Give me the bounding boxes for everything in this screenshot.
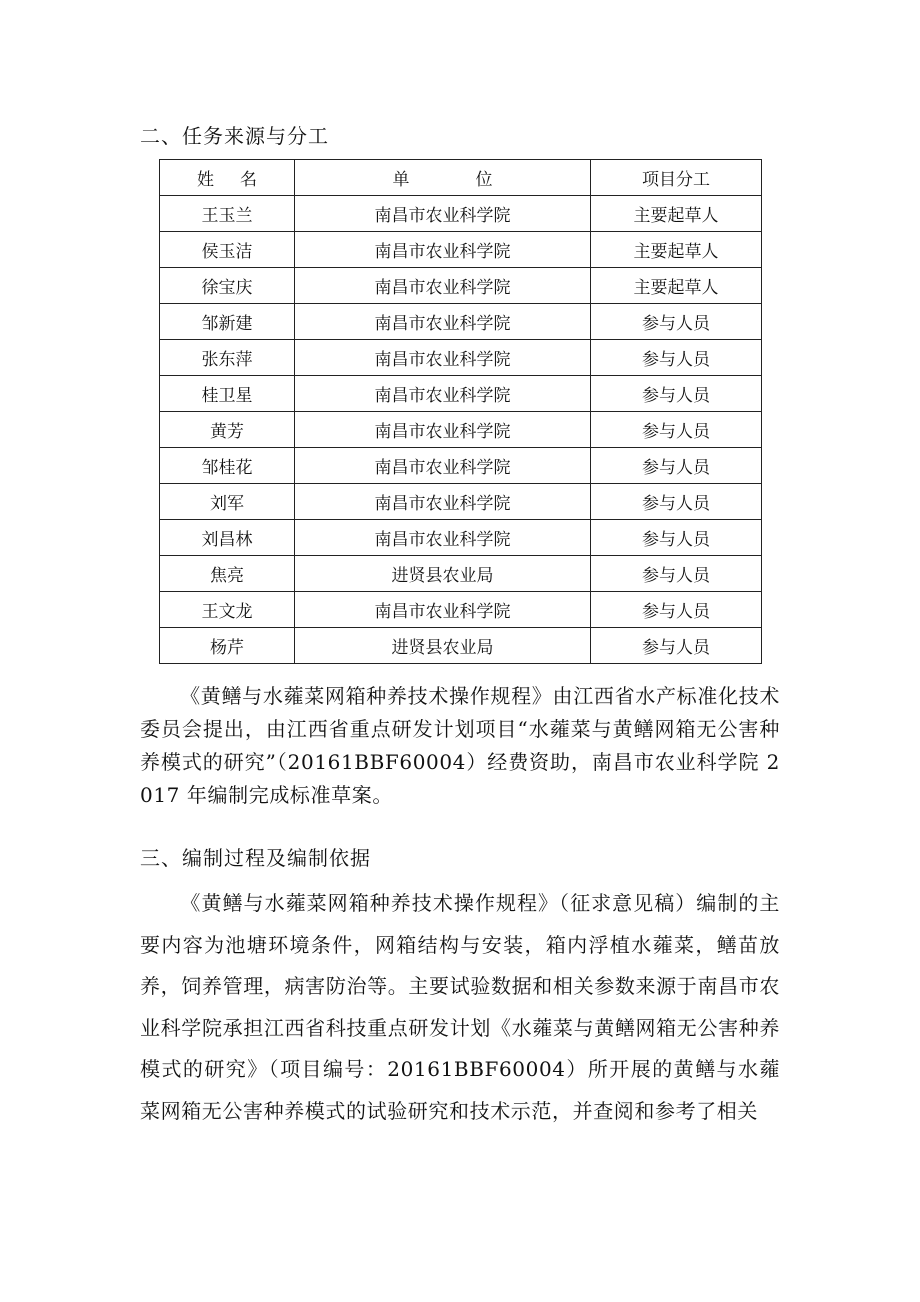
cell-role: 参与人员 [591, 556, 762, 592]
cell-unit: 南昌市农业科学院 [295, 484, 591, 520]
column-header-name: 姓名 [160, 160, 295, 196]
cell-name: 桂卫星 [160, 376, 295, 412]
cell-role: 参与人员 [591, 376, 762, 412]
cell-role: 参与人员 [591, 340, 762, 376]
cell-name: 侯玉洁 [160, 232, 295, 268]
table-row [160, 376, 762, 412]
table-row [160, 268, 762, 304]
table-row [160, 196, 762, 232]
section-heading-compilation-process: 三、编制过程及编制依据 [140, 846, 371, 870]
cell-unit: 进贤县农业局 [295, 628, 591, 664]
cell-role: 参与人员 [591, 628, 762, 664]
section-heading-task-source: 二、任务来源与分工 [140, 124, 329, 148]
paragraph-task-source-text: 《黄鳝与水蕹菜网箱种养技术操作规程》由江西省水产标准化技术委员会提出，由江西省重点研发计划项目“水蕹菜与黄鳝网箱无公害种养模式的研究”（20161BBF60004）经费资助，南昌市农业科学院 2017 年编制完成标准草案。 [140, 684, 780, 807]
table-row [160, 340, 762, 376]
cell-unit: 南昌市农业科学院 [295, 304, 591, 340]
cell-role: 参与人员 [591, 448, 762, 484]
cell-name: 焦亮 [160, 556, 295, 592]
cell-unit: 南昌市农业科学院 [295, 268, 591, 304]
table-header-row [160, 160, 762, 196]
table-row [160, 232, 762, 268]
column-header-role: 项目分工 [591, 160, 762, 196]
cell-role: 参与人员 [591, 520, 762, 556]
personnel-table [159, 159, 762, 664]
table-row [160, 592, 762, 628]
cell-unit: 南昌市农业科学院 [295, 232, 591, 268]
cell-name: 邹新建 [160, 304, 295, 340]
paragraph-task-source [140, 680, 780, 812]
paragraph-compilation-process-text: 《黄鳝与水蕹菜网箱种养技术操作规程》（征求意见稿）编制的主要内容为池塘环境条件，网箱结构与安装，箱内浮植水蕹菜，鳝苗放养，饲养管理，病害防治等。主要试验数据和相关参数来源于南昌市农业科学院承担江西省科技重点研发计划《水蕹菜与黄鳝网箱无公害种养模式的研究》（项目编号：20161BBF60004）所开展的黄鳝与水蕹菜网箱无公害种养模式的试验研究和技术示范，并查阅和参考了相关 [140, 891, 780, 1123]
cell-name: 邹桂花 [160, 448, 295, 484]
paragraph-compilation-process [140, 883, 780, 1132]
table-row [160, 304, 762, 340]
cell-unit: 南昌市农业科学院 [295, 196, 591, 232]
cell-name: 徐宝庆 [160, 268, 295, 304]
cell-unit: 南昌市农业科学院 [295, 340, 591, 376]
table-row [160, 556, 762, 592]
column-header-unit: 单位 [295, 160, 591, 196]
cell-name: 杨芹 [160, 628, 295, 664]
cell-role: 参与人员 [591, 412, 762, 448]
cell-role: 主要起草人 [591, 232, 762, 268]
table-row [160, 628, 762, 664]
cell-unit: 南昌市农业科学院 [295, 592, 591, 628]
cell-unit: 南昌市农业科学院 [295, 376, 591, 412]
cell-name: 张东萍 [160, 340, 295, 376]
cell-name: 刘昌林 [160, 520, 295, 556]
cell-role: 参与人员 [591, 304, 762, 340]
cell-unit: 南昌市农业科学院 [295, 520, 591, 556]
cell-role: 主要起草人 [591, 196, 762, 232]
cell-unit: 南昌市农业科学院 [295, 412, 591, 448]
cell-name: 黄芳 [160, 412, 295, 448]
cell-unit: 南昌市农业科学院 [295, 448, 591, 484]
cell-name: 王文龙 [160, 592, 295, 628]
table-row [160, 448, 762, 484]
cell-name: 刘军 [160, 484, 295, 520]
table-row [160, 484, 762, 520]
cell-role: 主要起草人 [591, 268, 762, 304]
cell-role: 参与人员 [591, 592, 762, 628]
cell-unit: 进贤县农业局 [295, 556, 591, 592]
cell-name: 王玉兰 [160, 196, 295, 232]
table-row [160, 412, 762, 448]
table-row [160, 520, 762, 556]
cell-role: 参与人员 [591, 484, 762, 520]
